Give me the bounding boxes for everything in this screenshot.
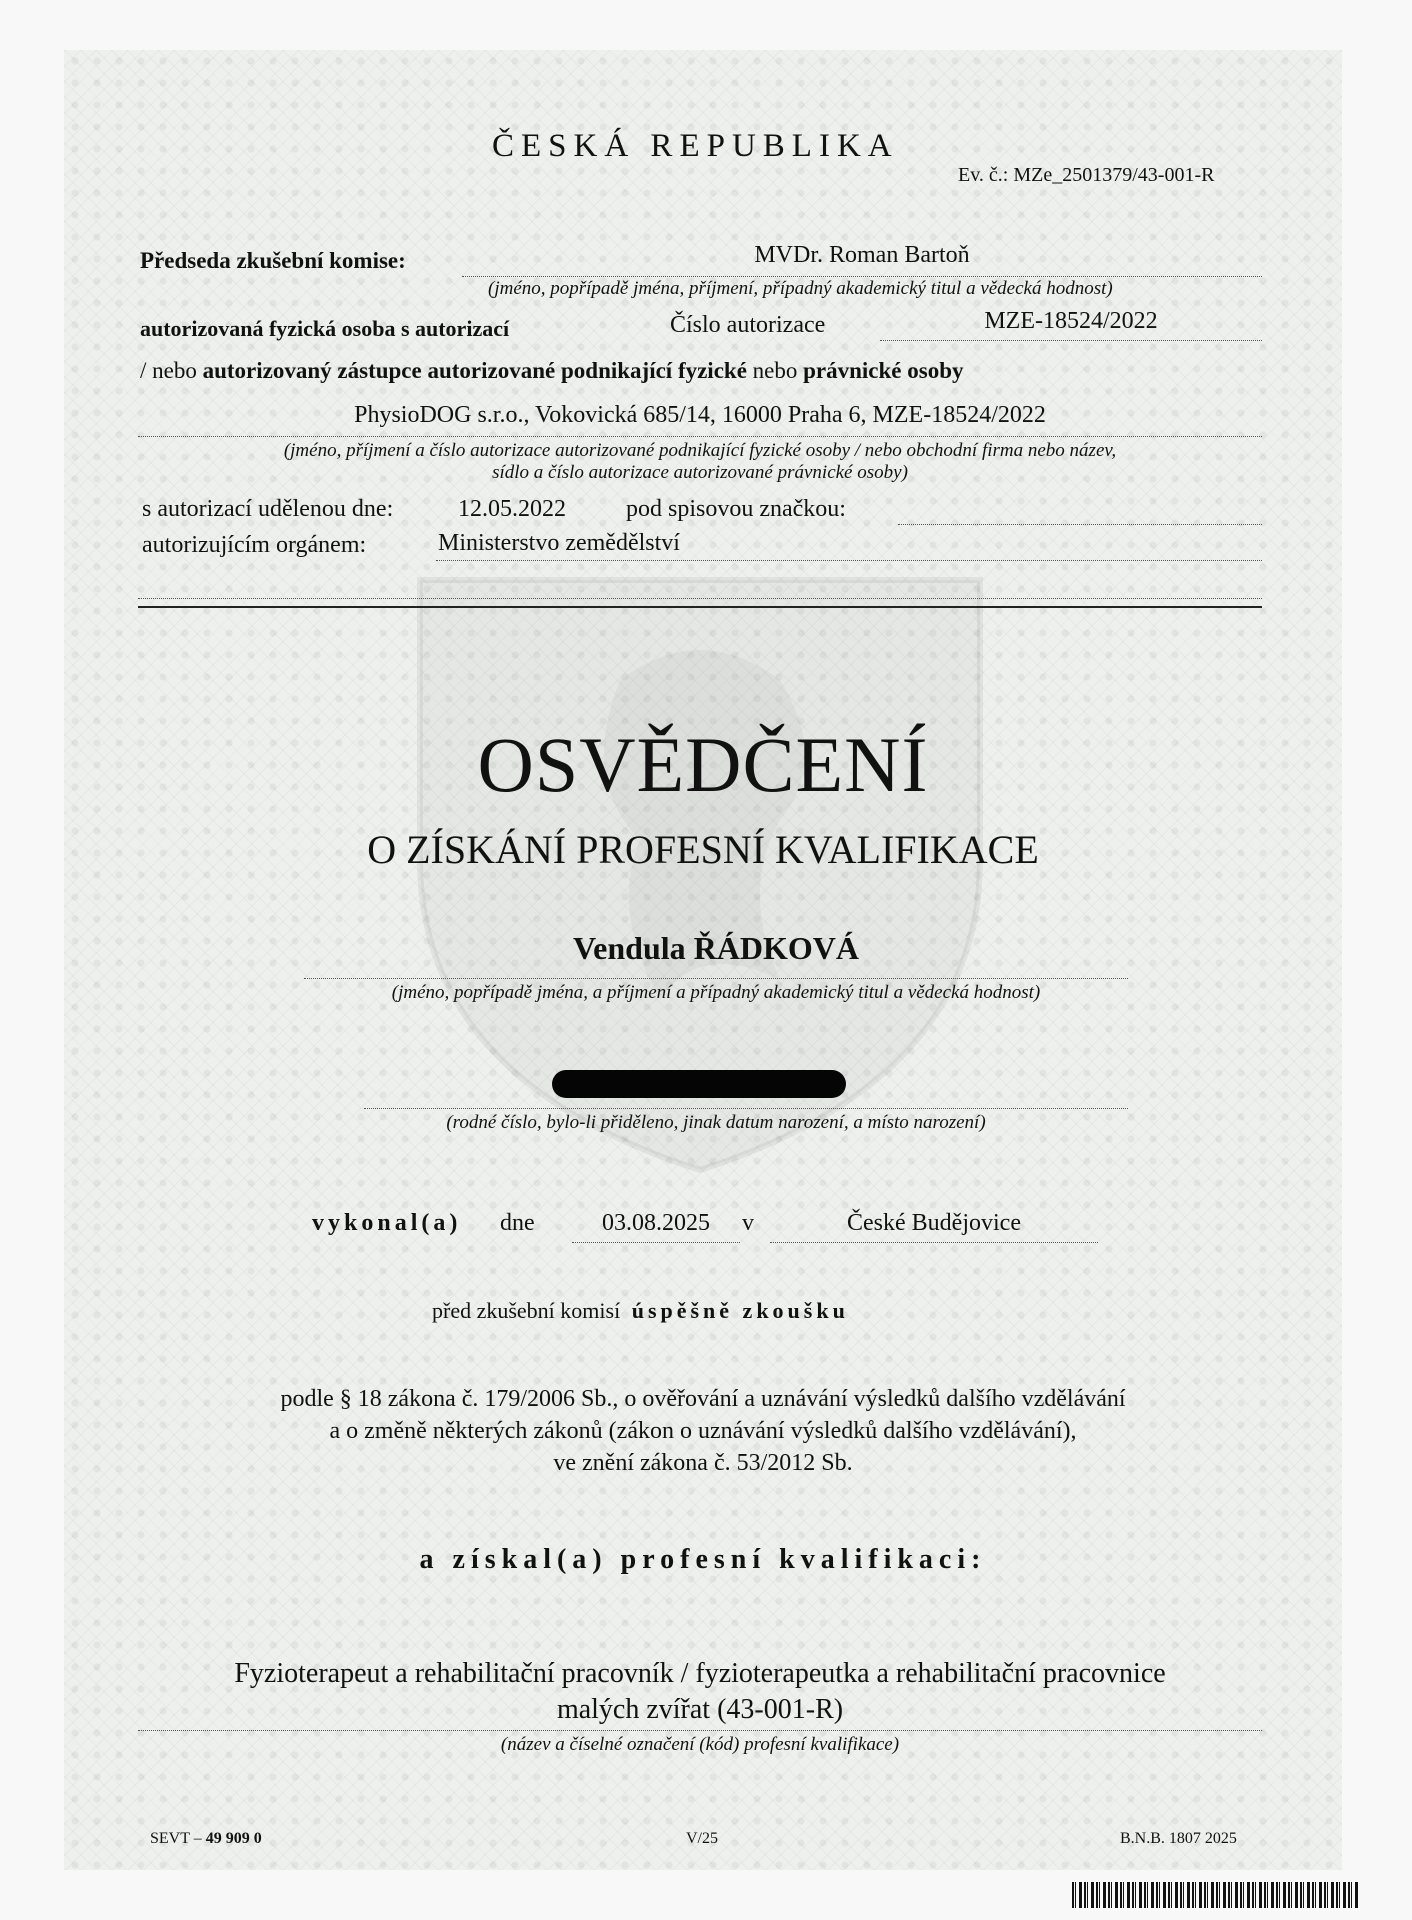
authorization-number-line xyxy=(880,340,1262,341)
authorized-representative-line xyxy=(140,358,964,384)
separator-solid xyxy=(138,606,1262,608)
qualification-name-line2: malých zvířat (43-001-R) xyxy=(556,1694,844,1725)
committee-text xyxy=(432,1298,849,1324)
holder-name-line xyxy=(304,978,1128,979)
authorization-number: MZE-18524/2022 xyxy=(984,308,1158,334)
entity-hint-line2: sídlo a číslo autorizace autorizované právnické osoby) xyxy=(492,462,908,483)
chair-label: Předseda zkušební komise: xyxy=(140,248,406,273)
footer-batch: B.N.B. 1807 2025 xyxy=(1120,1830,1237,1847)
exam-place-line xyxy=(770,1242,1098,1243)
footer-print-code xyxy=(150,1830,262,1848)
holder-name: Vendula ŘÁDKOVÁ xyxy=(573,930,859,966)
exam-date-line xyxy=(572,1242,740,1243)
entity-hint-line1: (jméno, příjmení a číslo autorizace autorizované podnikající fyzické osoby / nebo obchodní firma nebo název, xyxy=(283,440,1117,461)
qualification-heading: a získal(a) profesní kvalifikaci: xyxy=(419,1544,987,1575)
authorizing-organ-label: autorizujícím orgánem: xyxy=(142,532,367,558)
file-mark-label: pod spisovou značkou: xyxy=(626,496,846,522)
exam-place-label: v xyxy=(742,1210,754,1236)
redacted-birth-data xyxy=(552,1070,846,1098)
exam-success: úspěšně zkoušku xyxy=(631,1298,849,1323)
entity-line xyxy=(138,436,1262,437)
evidence-number: Ev. č.: MZe_2501379/43-001-R xyxy=(958,164,1215,186)
holder-name-hint: (jméno, popřípadě jména, a příjmení a případný akademický titul a vědecká hodnost) xyxy=(391,982,1041,1003)
footer-print-prefix: SEVT – xyxy=(150,1830,202,1847)
certificate-subtitle: O ZÍSKÁNÍ PROFESNÍ KVALIFIKACE xyxy=(367,827,1039,872)
certificate-title: OSVĚDČENÍ xyxy=(477,721,929,808)
law-line1: podle § 18 zákona č. 179/2006 Sb., o ověřování a uznávání výsledků dalšího vzdělávání xyxy=(280,1386,1126,1412)
law-line3: ve znění zákona č. 53/2012 Sb. xyxy=(553,1450,853,1476)
separator-dotted xyxy=(138,598,1262,599)
footer-version: V/25 xyxy=(686,1830,718,1847)
qualification-hint: (název a číselné označení (kód) profesní kvalifikace) xyxy=(500,1734,900,1755)
exam-place: České Budějovice xyxy=(847,1210,1021,1236)
alt-prefix: / nebo xyxy=(140,358,197,383)
barcode xyxy=(1072,1882,1360,1908)
alt-mid-text: nebo xyxy=(752,358,798,383)
birth-data-hint: (rodné číslo, bylo-li přiděleno, jinak datum narození, a místo narození) xyxy=(446,1112,986,1133)
performed-label: vykonal(a) xyxy=(312,1210,462,1236)
authorizing-organ-line xyxy=(436,560,1262,561)
authorization-number-label: Číslo autorizace xyxy=(670,312,826,338)
authorized-person-label: autorizovaná fyzická osoba s autorizací xyxy=(140,316,510,341)
exam-day-label: dne xyxy=(500,1210,535,1236)
committee-label: před zkušební komisí xyxy=(432,1298,621,1323)
authorization-date: 12.05.2022 xyxy=(458,496,566,522)
exam-date: 03.08.2025 xyxy=(602,1210,710,1236)
law-line2: a o změně některých zákonů (zákon o uznávání výsledků dalšího vzdělávání), xyxy=(329,1418,1077,1444)
qualification-line xyxy=(138,1730,1262,1731)
alt-bold-text-2: právnické osoby xyxy=(803,358,964,383)
file-mark-line xyxy=(898,524,1262,525)
chair-hint: (jméno, popřípadě jména, příjmení, případný akademický titul a vědecká hodnost) xyxy=(488,278,1113,299)
authorized-entity: PhysioDOG s.r.o., Vokovická 685/14, 16000 Praha 6, MZE-18524/2022 xyxy=(354,402,1046,428)
authorizing-organ: Ministerstvo zemědělství xyxy=(438,530,680,556)
chair-name-line xyxy=(462,276,1262,277)
footer-print-number: 49 909 0 xyxy=(205,1830,262,1847)
alt-bold-text-1: autorizovaný zástupce autorizované podnikající fyzické xyxy=(202,358,747,383)
qualification-name-line1: Fyzioterapeut a rehabilitační pracovník / fyzioterapeutka a rehabilitační pracovnice xyxy=(234,1658,1166,1689)
authorization-date-label: s autorizací udělenou dne: xyxy=(142,496,394,522)
country-title: ČESKÁ REPUBLIKA xyxy=(492,128,899,164)
chair-name: MVDr. Roman Bartoň xyxy=(754,242,970,268)
birth-data-line xyxy=(364,1108,1128,1109)
